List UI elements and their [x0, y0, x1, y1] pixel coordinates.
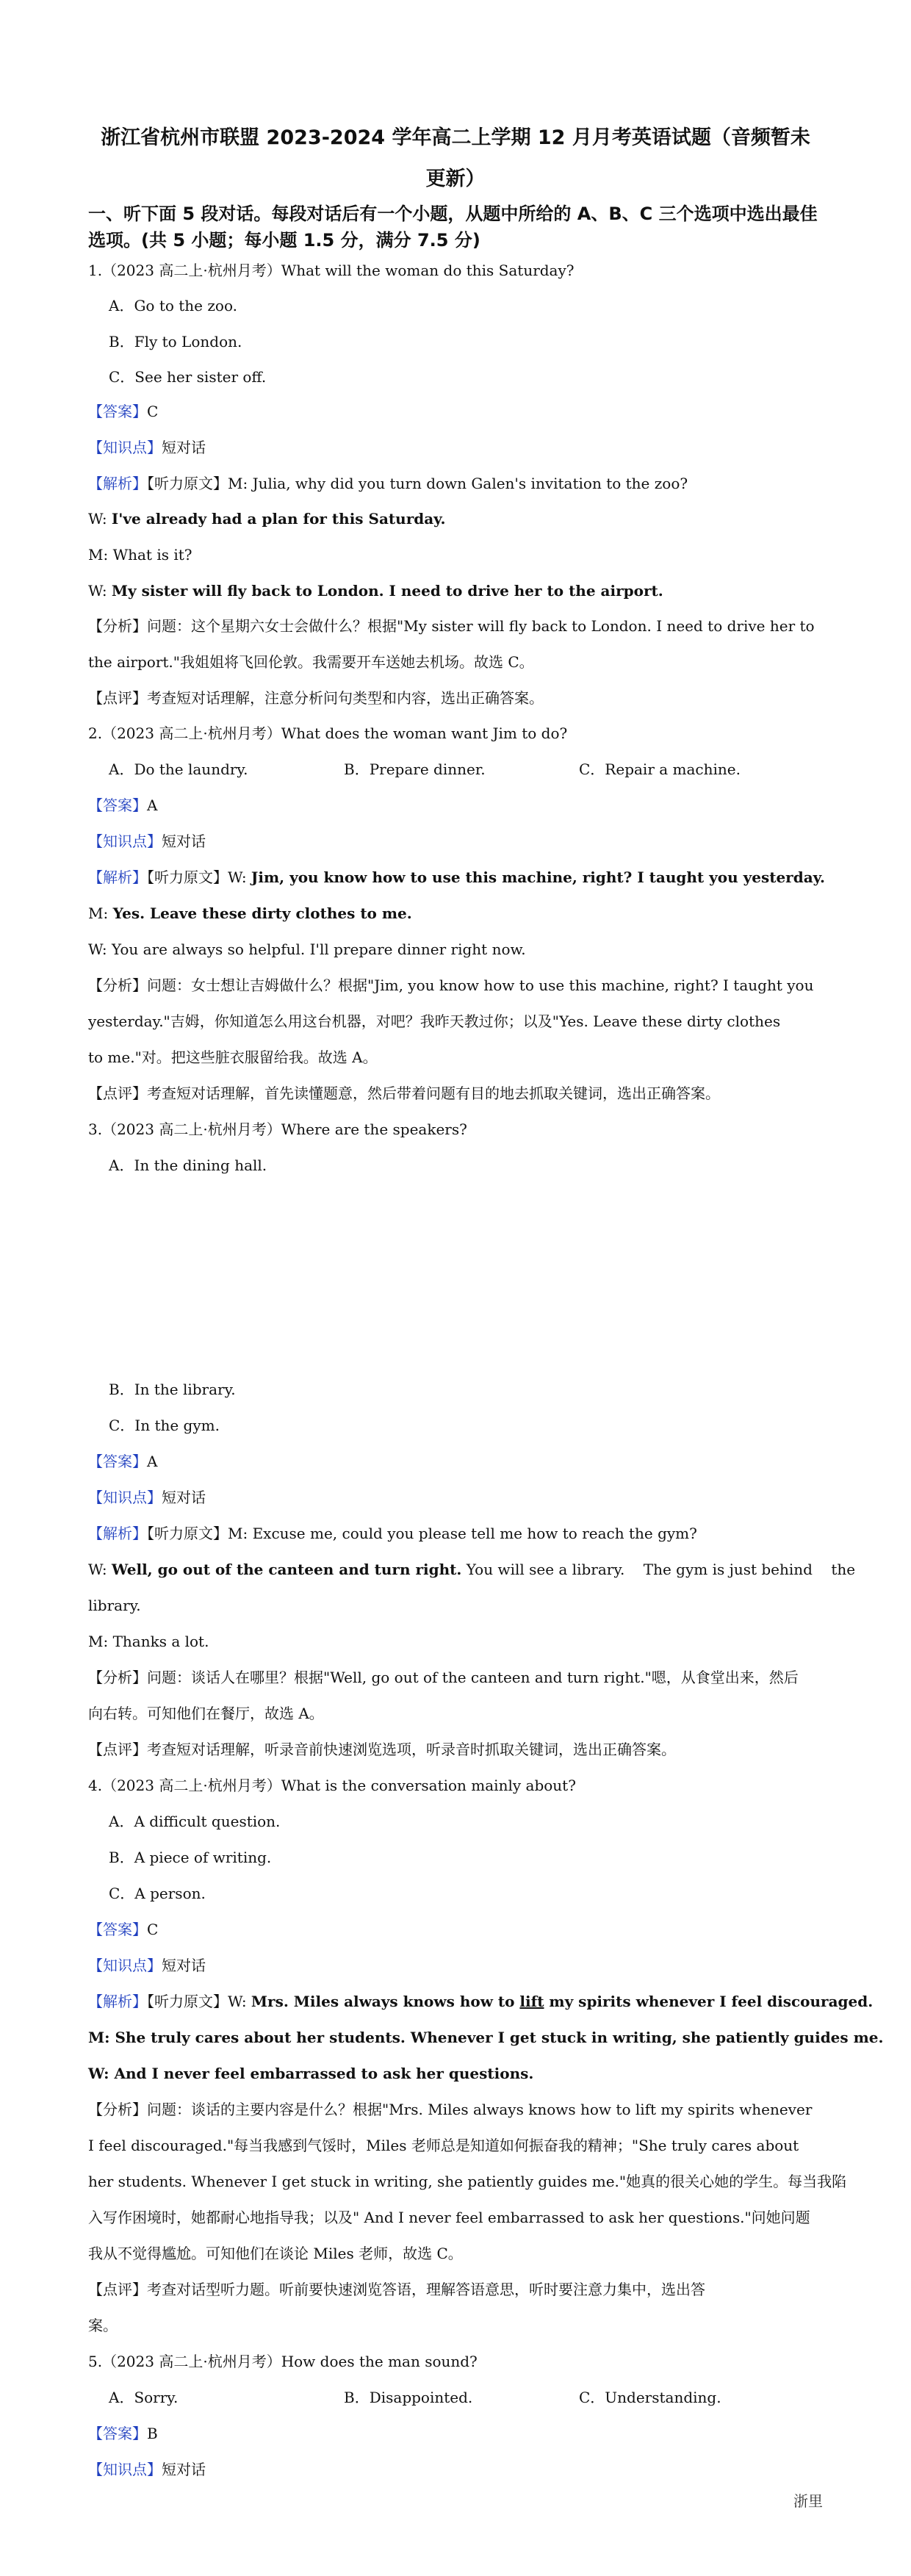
q4-analysis-line5: 我从不觉得尴尬。可知他们在谈论 Miles 老师，故选 C。 [88, 2245, 463, 2262]
kp-value: 短对话 [162, 439, 206, 456]
q1-script-line2: W: I've already had a plan for this Saturday. [88, 510, 446, 528]
q2-knowledge-point: 【知识点】短对话 [88, 832, 206, 850]
q4-knowledge-point: 【知识点】短对话 [88, 1957, 206, 1974]
q1-option-a: A．Go to the zoo. [109, 297, 237, 314]
q5-answer: 【答案】B [88, 2425, 158, 2442]
q1-comment: 【点评】考查短对话理解，注意分析问句类型和内容，选出正确答案。 [88, 689, 544, 707]
underlined-word: lift [519, 1993, 544, 2010]
q3-option-b: B．In the library. [109, 1381, 236, 1398]
q3-script-line4: M: Thanks a lot. [88, 1633, 209, 1650]
q3-script-line3: library. [88, 1597, 141, 1614]
q4-option-a: A．A difficult question. [109, 1813, 281, 1830]
q2-answer: 【答案】A [88, 796, 158, 814]
q4-option-b: B．A piece of writing. [109, 1849, 272, 1866]
q1-answer [88, 400, 830, 422]
q1-stem: 1.（2023 高二上·杭州月考）What will the woman do this Saturday? [88, 262, 575, 279]
section-heading-line2: 选项。(共 5 小题；每小题 1.5 分，满分 7.5 分) [88, 230, 480, 251]
q2-options [109, 758, 851, 780]
q1-option-b: B．Fly to London. [109, 333, 242, 350]
page-footer: 浙里 [793, 2492, 823, 2510]
q2-option-c: C．Repair a machine. [579, 760, 741, 778]
q1-knowledge-point [88, 436, 830, 458]
answer-tag: 【答案】 [88, 403, 147, 420]
q2-comment: 【点评】考查短对话理解，首先读懂题意，然后带着问题有目的地去抓取关键词，选出正确答案。 [88, 1084, 720, 1102]
jiexi-tag: 【解析】 [88, 475, 147, 492]
q4-analysis-line1: 【分析】问题：谈话的主要内容是什么？根据"Mrs. Miles always knows how to lift my spirits whenever [88, 2101, 813, 2118]
q5-option-c: C．Understanding. [579, 2389, 721, 2406]
q1-script-line4: W: My sister will fly back to London. I need to drive her to the airport. [88, 582, 663, 600]
q3-option-c: C．In the gym. [109, 1417, 220, 1434]
q2-option-a: A．Do the laundry. [109, 760, 248, 778]
q4-script-line2: M: She truly cares about her students. Whenever I get stuck in writing, she patiently guides me. [88, 2029, 884, 2046]
q1-answer-value: C [147, 403, 159, 420]
q3-script-line2: W: Well, go out of the canteen and turn right. You will see a library. The gym is just behind the [88, 1561, 856, 1578]
q5-stem: 5.（2023 高二上·杭州月考）How does the man sound? [88, 2353, 478, 2370]
q2-analysis-line2: yesterday."吉姆，你知道怎么用这台机器，对吧？我昨天教过你；以及"Yes. Leave these dirty clothes [88, 1012, 781, 1030]
q4-analysis-line4: 入写作困境时，她都耐心地指导我；以及" And I never feel embarrassed to ask her questions."问她问题 [88, 2209, 810, 2226]
kp-tag: 【知识点】 [88, 439, 162, 456]
q2-script-line1: 【解析】【听力原文】W: Jim, you know how to use this machine, right? I taught you yesterday. [88, 868, 825, 886]
q3-script-line1: 【解析】【听力原文】M: Excuse me, could you please tell me how to reach the gym? [88, 1525, 697, 1542]
q2-script-line2: M: Yes. Leave these dirty clothes to me. [88, 904, 412, 922]
section-heading-line1: 一、听下面 5 段对话。每段对话后有一个小题，从题中所给的 A、B、C 三个选项中选出最佳 [88, 204, 818, 224]
q2-script-line3: W: You are always so helpful. I'll prepare dinner right now. [88, 940, 526, 958]
q4-comment-line2: 案。 [88, 2317, 118, 2334]
q3-option-a: A．In the dining hall. [109, 1156, 267, 1174]
q1-analysis-line1: 【分析】问题：这个星期六女士会做什么？根据"My sister will fly back to London. I need to drive her to [88, 617, 815, 635]
q3-analysis-line1: 【分析】问题：谈话人在哪里？根据"Well, go out of the canteen and turn right."嗯，从食堂出来，然后 [88, 1669, 799, 1686]
q5-option-a: A．Sorry. [109, 2389, 179, 2406]
q4-analysis-line2: I feel discouraged."每当我感到气馁时，Miles 老师总是知道如何振奋我的精神；"She truly cares about [88, 2137, 799, 2154]
listen-tag: 【听力原文】 [147, 475, 228, 492]
q5-option-b: B．Disappointed. [344, 2389, 473, 2406]
page-title-line1: 浙江省杭州市联盟 2023-2024 学年高二上学期 12 月月考英语试题（音频暂未 [101, 126, 810, 149]
q1-script-line1: 【解析】【听力原文】M: Julia, why did you turn down Galen's invitation to the zoo? [88, 475, 688, 492]
q2-stem: 2.（2023 高二上·杭州月考）What does the woman want Jim to do? [88, 724, 568, 742]
q4-script-line3: W: And I never feel embarrassed to ask her questions. [88, 2065, 534, 2082]
q4-stem: 4.（2023 高二上·杭州月考）What is the conversation mainly about? [88, 1777, 576, 1794]
q1-option-c: C．See her sister off. [109, 368, 267, 386]
page-title-line2: 更新） [425, 168, 486, 190]
q3-analysis-line2: 向右转。可知他们在餐厅，故选 A。 [88, 1705, 324, 1722]
q1-analysis-line2: the airport."我姐姐将飞回伦敦。我需要开车送她去机场。故选 C。 [88, 653, 534, 671]
q2-analysis-line1: 【分析】问题：女士想让吉姆做什么？根据"Jim, you know how to use this machine, right? I taught you [88, 976, 814, 994]
q4-option-c: C．A person. [109, 1885, 206, 1902]
q4-script-line1: 【解析】【听力原文】W: Mrs. Miles always knows how to lift my spirits whenever I feel discouraged. [88, 1993, 874, 2010]
q4-answer: 【答案】C [88, 1921, 159, 1938]
q3-stem: 3.（2023 高二上·杭州月考）Where are the speakers? [88, 1120, 467, 1138]
q4-analysis-line3: her students. Whenever I get stuck in writing, she patiently guides me."她真的很关心她的学生。每当我陷 [88, 2173, 847, 2190]
q5-options [109, 2386, 851, 2408]
q2-option-b: B．Prepare dinner. [344, 760, 486, 778]
q2-analysis-line3: to me."对。把这些脏衣服留给我。故选 A。 [88, 1048, 378, 1066]
q3-comment: 【点评】考查短对话理解，听录音前快速浏览选项，听录音时抓取关键词，选出正确答案。 [88, 1741, 676, 1758]
q5-knowledge-point: 【知识点】短对话 [88, 2461, 206, 2478]
q3-knowledge-point: 【知识点】短对话 [88, 1489, 206, 1506]
q3-answer: 【答案】A [88, 1453, 158, 1470]
q1-script-line3: M: What is it? [88, 546, 192, 564]
q4-comment-line1: 【点评】考查对话型听力题。听前要快速浏览答语，理解答语意思，听时要注意力集中，选出答 [88, 2281, 705, 2298]
